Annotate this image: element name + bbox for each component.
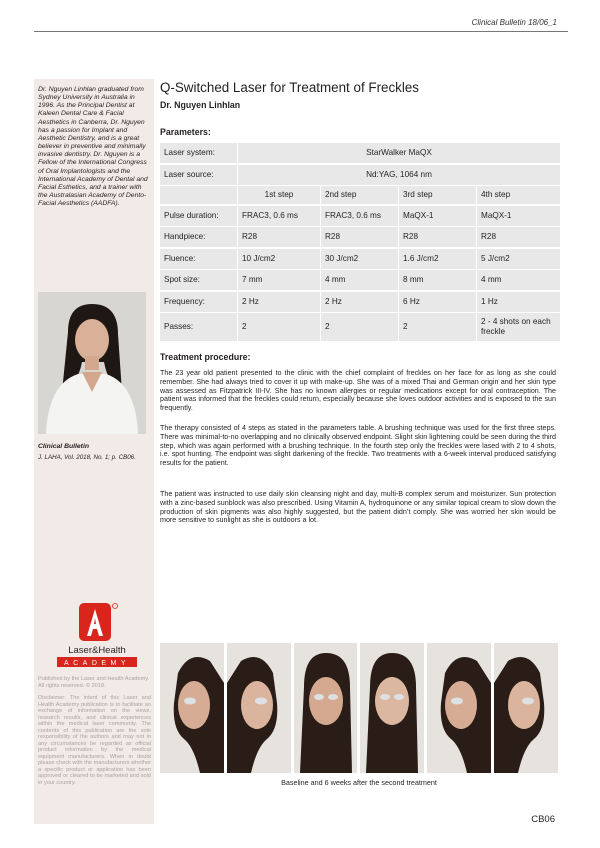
table-cell: 4 mm xyxy=(481,275,502,284)
table-cell: R28 xyxy=(321,227,399,247)
table-cell: 2 xyxy=(238,313,321,341)
author-bio: Dr. Nguyen Linhlan graduated from Sydney University in Australia in 1996. As the Principal Dentist at Kaleen Dental Care & Facial Aesthetics in Canberra, Dr. Nguyen has a passion for Implant and Aesthetic Dentistry, and is a great believer in preventive and minimally invasive dentistry. Dr. Nguyen is a Fellow of the International Congress of Oral Implantologists and the International Academy of Dental and Facial Esthetics, and a trainer with the Australasian Academy of Dento-Facial Aesthetics (AADFA). xyxy=(38,86,148,208)
table-label: Frequency: xyxy=(160,292,238,312)
parameters-table xyxy=(160,143,560,343)
table-row xyxy=(160,143,560,163)
table-cell: 4 mm xyxy=(321,270,399,290)
table-row xyxy=(160,292,560,312)
table-row xyxy=(160,227,560,247)
table-cell: FRAC3, 0.6 ms xyxy=(321,206,399,226)
logo-academy: ACADEMY xyxy=(63,660,131,667)
treatment-paragraph: The 23 year old patient presented to the clinic with the chief complaint of freckles on her face for as long as she could remember. She had always tried to cover it up with make-up. She was of a mixed Thai and German origin and her skin type was assessed as Fitzpatrick III-IV. She has no known allergies or regular medications except for oral contraception. The patient was informed that the freckles could return, especially because she loves outdoor activities and is exposed to the sun frequently. xyxy=(160,369,556,413)
table-cell: 6 Hz xyxy=(399,292,477,312)
laser-health-academy-logo xyxy=(52,603,142,669)
table-row xyxy=(160,206,560,226)
patient-photo xyxy=(294,643,358,773)
table-cell: R28 xyxy=(399,227,477,247)
table-cell: Nd:YAG, 1064 nm xyxy=(366,169,432,179)
table-cell: 2 - 4 shots on each freckle xyxy=(481,317,551,336)
patient-photo xyxy=(160,643,224,773)
table-label: Spot size: xyxy=(160,270,238,290)
table-cell: 30 J/cm2 xyxy=(321,249,399,269)
column-header: 3rd step xyxy=(399,186,477,204)
table-cell: 2 Hz xyxy=(238,292,321,312)
citation-reference: J. LAHA, Vol. 2018, No. 1; p. CB06. xyxy=(38,454,136,461)
photo-caption: Baseline and 6 weeks after the second treatment xyxy=(281,778,437,787)
table-cell: StarWalker MaQX xyxy=(366,148,432,157)
author-portrait xyxy=(38,292,146,434)
table-cell: MaQX-1 xyxy=(481,210,512,220)
header-divider xyxy=(34,31,568,32)
table-cell: R28 xyxy=(238,227,321,247)
citation-title: Clinical Bulletin xyxy=(38,443,89,450)
table-label: Laser system: xyxy=(160,143,238,163)
table-row xyxy=(160,270,560,290)
table-cell: 2 xyxy=(321,313,399,341)
patient-photo xyxy=(360,643,424,773)
table-row xyxy=(160,165,560,185)
table-row xyxy=(160,249,560,269)
column-header: 4th step xyxy=(481,190,511,199)
table-cell: FRAC3, 0.6 ms xyxy=(238,206,321,226)
table-cell: 1.6 J/cm2 xyxy=(399,249,477,269)
treatment-heading: Treatment procedure: xyxy=(160,352,251,362)
bulletin-reference: Clinical Bulletin 18/06_1 xyxy=(471,18,557,27)
disclaimer: Disclaimer: The intent of this Laser and Health Academy publication is to facilitate an exchange of information on the views, research results, and clinical experiences within the medical laser community. The contents of this publication are the sole responsibility of the authors and may not in any circumstances be regarded as official product information by the medical equipment manufacturers. When in doubt please check with the manufacturers whether a specific product or application has been approved or cleared to be marketed and sold in your country. xyxy=(38,695,151,786)
patient-photo xyxy=(227,643,291,773)
table-label: Handpiece: xyxy=(160,227,238,247)
published-note: Published by the Laser and Health Academy. All rights reserved. © 2018. xyxy=(38,676,150,689)
table-header-row xyxy=(160,186,560,204)
treatment-paragraph: The patient was instructed to use daily skin cleansing night and day, multi-B complex serum and moisturizer. Sun protection with a zinc-based sunblock was also prescribed. Using Vitamin A, hydroquinone or any similar topical cream to slow down the production of skin pigments was also highly suggested, but the patient didn’t comply. She was worried her skin would be more sensitive to sunlight as she is outdoors a lot. xyxy=(160,490,556,525)
table-label: Fluence: xyxy=(160,249,238,269)
table-cell: 2 xyxy=(399,313,477,341)
article-author: Dr. Nguyen Linhlan xyxy=(160,100,241,110)
table-cell: 1 Hz xyxy=(481,296,498,306)
table-cell: R28 xyxy=(481,232,497,241)
table-cell: 10 J/cm2 xyxy=(238,249,321,269)
treatment-paragraph: The therapy consisted of 4 steps as stated in the parameters table. A brushing technique was used for the first three steps. There was minimal-to-no overlapping and no clinically observed endpoint. Slight skin lightening could be seen during the third step, which was again performed with a brushing technique. In the fourth step only the freckles were lased with 2 to 4 shots, i.e. spot hunting. The endpoint was slight darkening of the freckle. Two treatments with a 6-week interval produced satisfying results for the patient. xyxy=(160,424,556,468)
parameters-heading: Parameters: xyxy=(160,127,211,137)
table-cell: 7 mm xyxy=(238,270,321,290)
table-row xyxy=(160,313,560,341)
table-label: Laser source: xyxy=(160,165,238,185)
table-cell: 2 Hz xyxy=(321,292,399,312)
table-cell: 8 mm xyxy=(399,270,477,290)
table-label: Passes: xyxy=(160,313,238,341)
logo-wordmark: Laser&Health xyxy=(68,645,126,656)
table-cell: 5 J/cm2 xyxy=(481,253,510,263)
table-label: Pulse duration: xyxy=(160,206,238,226)
patient-photo xyxy=(427,643,491,773)
column-header: 1st step xyxy=(238,186,321,204)
table-cell: MaQX-1 xyxy=(399,206,477,226)
column-header: 2nd step xyxy=(321,186,399,204)
table-label xyxy=(160,186,238,204)
patient-photos xyxy=(160,643,558,773)
patient-photo xyxy=(494,643,558,773)
page-code: CB06 xyxy=(531,814,555,825)
article-title: Q-Switched Laser for Treatment of Freckles xyxy=(160,80,419,95)
